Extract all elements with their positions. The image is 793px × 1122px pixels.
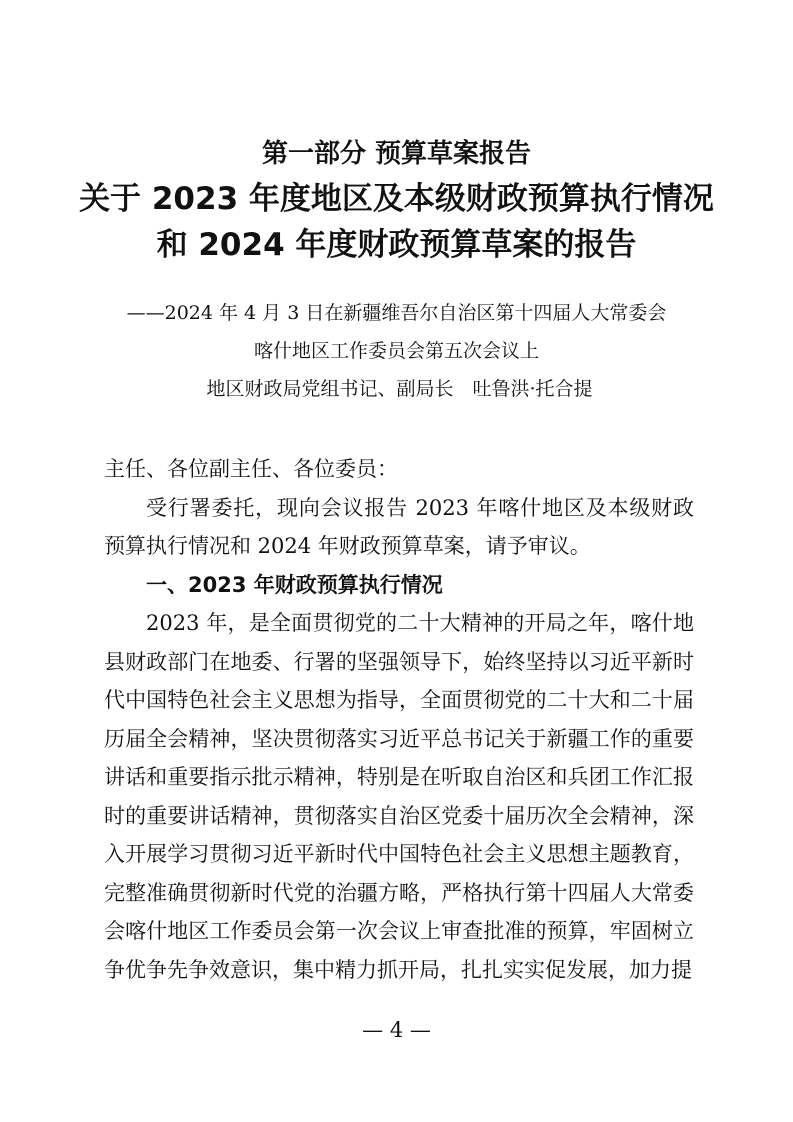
byline-line-3: 地区财政局党组书记、副局长 吐鲁洪·托合提 bbox=[206, 378, 593, 400]
part-title: 第一部分 预算草案报告 bbox=[261, 139, 532, 169]
section-paragraph: 2023 年，是全面贯彻党的二十大精神的开局之年，喀什地县财政部门在地委、行署的坚强领导下，始终坚持以习近平新时代中国特色社会主义思想为指导，全面贯彻党的二十大和二十届历届全会精神，坚决贯彻落实习近平总书记关于新疆工作的重要讲话和重要指示批示精神，特别是在听取自治区和兵团工作汇报时的重要讲话精神，贯彻落实自治区党委十届历次全会精神，深入开展学习贯彻习近平新时代中国特色社会主义思想主题教育，完整准确贯彻新时代党的治疆方略，严格执行第十四届人大常委会喀什地区工作委员会第一次会议上审查批准的预算，牢固树立争优争先争效意识，集中精力抓开局，扎扎实实促发展，加力提 bbox=[104, 611, 694, 982]
byline-line-2: 喀什地区工作委员会第五次会议上 bbox=[253, 340, 539, 362]
page-number: — 4 — bbox=[362, 1018, 431, 1042]
report-title-line-1: 关于 2023 年度地区及本级财政预算执行情况 bbox=[79, 181, 714, 217]
salutation: 主任、各位副主任、各位委员： bbox=[104, 457, 398, 481]
section-heading: 一、2023 年财政预算执行情况 bbox=[146, 572, 443, 597]
byline bbox=[0, 294, 793, 408]
byline-line-1: ——2024 年 4 月 3 日在新疆维吾尔自治区第十四届人大常委会 bbox=[126, 302, 667, 324]
intro-paragraph: 受行署委托，现向会议报告 2023 年喀什地区及本级财政预算执行情况和 2024 年财政预算草案，请予审议。 bbox=[104, 495, 694, 558]
report-title bbox=[0, 176, 793, 268]
report-title-line-2: 和 2024 年度财政预算草案的报告 bbox=[156, 227, 637, 263]
report-body bbox=[104, 450, 694, 989]
